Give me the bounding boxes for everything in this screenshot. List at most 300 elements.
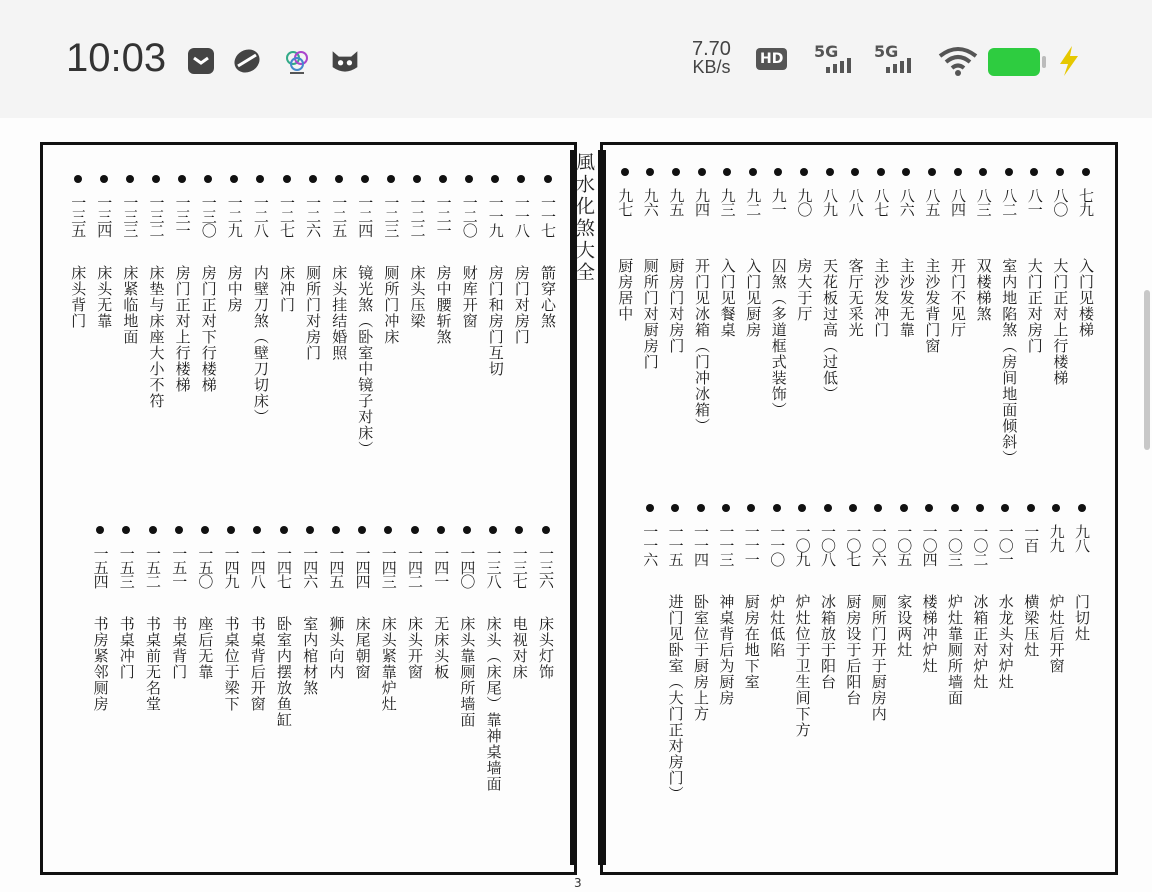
- entry-number: 九〇: [795, 188, 814, 216]
- entry-title: 书桌背后开窗: [248, 616, 267, 712]
- bullet-dot-icon: [900, 504, 908, 512]
- entry-title: 开门不见厅: [949, 258, 967, 338]
- entry-number: 一〇四: [920, 524, 939, 566]
- entry-number: 一五三: [117, 546, 136, 588]
- entry-title: 床头背门: [69, 265, 88, 329]
- toc-entry: [432, 526, 449, 680]
- toc-entry: [719, 168, 736, 338]
- entry-title: 楼梯冲炉灶: [920, 594, 939, 674]
- toc-entry: [971, 504, 988, 690]
- entry-number: 一三一: [173, 195, 192, 237]
- bullet-dot-icon: [515, 526, 523, 534]
- toc-entry: [95, 175, 112, 329]
- entry-title: 炉灶后开窗: [1047, 594, 1066, 674]
- toc-entry: [1073, 504, 1090, 642]
- entry-title: 大门正对房门: [1025, 258, 1044, 354]
- entry-title: 厨房居中: [616, 258, 635, 322]
- bullet-dot-icon: [100, 175, 108, 183]
- entry-title: 房中腰斩煞: [434, 265, 453, 345]
- entry-title: 床头（床尾）靠神桌墙面: [484, 616, 503, 792]
- entry-title: 主沙发背门窗: [923, 258, 942, 354]
- entry-number: 八五: [923, 188, 942, 216]
- toc-entry: [200, 175, 217, 393]
- wifi-icon: [938, 46, 978, 78]
- toc-entry: [949, 168, 966, 338]
- entry-title: 书房紧邻厕房: [91, 616, 110, 712]
- entry-title: 厨房在地下室: [742, 594, 761, 690]
- entry-number: 九二: [744, 188, 763, 216]
- bullet-dot-icon: [1030, 168, 1038, 176]
- entry-title: 大门正对上行楼梯: [1051, 258, 1070, 386]
- toc-entry: [435, 175, 452, 345]
- entry-title: 横梁压灶: [1022, 594, 1041, 658]
- battery-cap: [1042, 56, 1046, 68]
- entry-title: 客厅无采光: [846, 258, 865, 338]
- spine-rule-right: [598, 150, 606, 865]
- toc-entry: [537, 526, 554, 680]
- toc-entry: [997, 504, 1014, 690]
- bullet-dot-icon: [413, 175, 421, 183]
- bullet-dot-icon: [722, 504, 730, 512]
- entry-title: 入门见餐桌: [718, 258, 737, 338]
- entry-number: 一四二: [406, 546, 424, 588]
- bullet-dot-icon: [544, 175, 552, 183]
- bullet-dot-icon: [954, 168, 962, 176]
- toc-entry: [768, 504, 785, 658]
- toc-entry: [946, 504, 963, 706]
- entry-number: 一一五: [666, 524, 685, 566]
- toc-entry: [770, 168, 787, 418]
- bullet-dot-icon: [201, 526, 209, 534]
- entry-title: 床紧临地面: [121, 265, 140, 345]
- entry-title: 房门正对下行楼梯: [199, 265, 218, 393]
- bullet-dot-icon: [178, 175, 186, 183]
- entry-title: 入门见楼梯: [1077, 258, 1095, 338]
- entry-number: 一〇五: [895, 524, 914, 566]
- entry-number: 一〇七: [844, 524, 863, 566]
- entry-number: 八三: [974, 188, 993, 216]
- bullet-dot-icon: [152, 175, 160, 183]
- bullet-dot-icon: [621, 168, 629, 176]
- entry-number: 一一〇: [768, 524, 787, 566]
- entry-title: 床冲门: [278, 265, 296, 313]
- entry-title: 卧室内摆放鱼缸: [275, 616, 293, 728]
- entry-title: 双楼梯煞: [974, 258, 993, 322]
- toc-entry: [327, 526, 344, 680]
- entry-number: 一〇六: [869, 524, 888, 566]
- toc-entry: [170, 526, 187, 680]
- toc-entry: [895, 504, 912, 658]
- toc-entry: [354, 526, 371, 680]
- bullet-dot-icon: [824, 504, 832, 512]
- bullet-dot-icon: [1001, 504, 1009, 512]
- toc-entry: [196, 526, 213, 680]
- bullet-dot-icon: [672, 168, 680, 176]
- toc-entry: [821, 168, 838, 402]
- entry-title: 室内地陷煞（房间地面倾斜）: [1000, 258, 1019, 466]
- bullet-dot-icon: [227, 526, 235, 534]
- bullet-dot-icon: [747, 504, 755, 512]
- entry-number: 一三三: [121, 195, 140, 237]
- entry-title: 床头紧靠炉灶: [379, 616, 398, 712]
- bullet-dot-icon: [437, 526, 445, 534]
- bullet-dot-icon: [646, 168, 654, 176]
- bullet-dot-icon: [976, 504, 984, 512]
- toc-entry: [642, 168, 659, 370]
- entry-number: 八九: [821, 188, 839, 216]
- toc-entry: [409, 175, 426, 329]
- cat-icon: [330, 46, 360, 76]
- entry-number: 一二七: [278, 195, 296, 237]
- entry-number: 一五〇: [196, 546, 215, 588]
- toc-entry: [118, 526, 135, 680]
- entry-title: 厨房设于后阳台: [844, 594, 863, 706]
- bullet-dot-icon: [1056, 168, 1064, 176]
- entry-title: 电视对床: [510, 616, 529, 680]
- entry-title: 卧室位于厨房上方: [692, 594, 710, 722]
- bullet-dot-icon: [749, 168, 757, 176]
- entry-number: 一三七: [510, 546, 529, 588]
- entry-title: 水龙头对炉灶: [996, 594, 1015, 690]
- bullet-dot-icon: [800, 168, 808, 176]
- bullet-dot-icon: [280, 526, 288, 534]
- entry-number: 八二: [1000, 188, 1019, 216]
- entry-title: 床头开窗: [406, 616, 424, 680]
- hd-badge: HD: [756, 48, 787, 70]
- entry-number: 九六: [641, 188, 660, 216]
- clock: 10:03: [66, 36, 167, 80]
- bullet-dot-icon: [902, 168, 910, 176]
- entry-number: 一二三: [382, 195, 401, 237]
- entry-number: 一一七: [539, 195, 557, 237]
- entry-number: 七九: [1077, 188, 1095, 216]
- toc-entry: [301, 526, 318, 696]
- entry-title: 囚煞（多道框式装饰）: [769, 258, 788, 418]
- entry-title: 进门见卧室（大门正对房门）: [666, 594, 685, 802]
- entry-number: 九九: [1047, 524, 1066, 552]
- entry-number: 一一一: [742, 524, 761, 566]
- entry-number: 一三六: [537, 546, 555, 588]
- toc-entry: [1026, 168, 1043, 354]
- entry-number: 一五二: [144, 546, 162, 588]
- toc-entry: [692, 504, 709, 722]
- bullet-dot-icon: [851, 168, 859, 176]
- entry-title: 房门正对上行楼梯: [173, 265, 192, 393]
- cloud-icon: [282, 46, 312, 76]
- entry-number: 一二八: [251, 195, 270, 237]
- entry-number: 九三: [718, 188, 737, 216]
- entry-title: 无床头板: [432, 616, 451, 680]
- entry-number: 一四〇: [458, 546, 477, 588]
- entry-number: 一二一: [434, 195, 453, 237]
- entry-number: 一三二: [147, 195, 166, 237]
- toc-entry: [1077, 168, 1094, 338]
- toc-entry: [1022, 504, 1039, 658]
- bullet-dot-icon: [489, 526, 497, 534]
- toc-entry: [898, 168, 915, 338]
- entry-number: 一一六: [641, 524, 660, 566]
- toc-entry: [1051, 168, 1068, 386]
- toc-entry: [693, 168, 710, 434]
- entry-number: 一〇三: [946, 524, 964, 566]
- entry-number: 一三〇: [199, 195, 218, 237]
- network-speed: [692, 40, 731, 76]
- entry-number: 一四六: [301, 546, 320, 588]
- toc-entry: [278, 175, 295, 313]
- entry-title: 神桌背后为厨房: [717, 594, 736, 706]
- message-icon: [186, 46, 216, 76]
- entry-number: 八一: [1025, 188, 1044, 216]
- toc-entry: [485, 526, 502, 792]
- entry-number: 一二五: [330, 195, 349, 237]
- entry-number: 一二六: [304, 195, 323, 237]
- bullet-dot-icon: [384, 526, 392, 534]
- toc-entry: [304, 175, 321, 361]
- signal-bars-icon: [826, 58, 851, 73]
- entry-title: 厕所门冲床: [382, 265, 401, 345]
- entry-number: 一三四: [95, 195, 114, 237]
- entry-number: 一一三: [717, 524, 736, 566]
- sim2-label: 5G: [874, 42, 899, 61]
- entry-number: 一三八: [484, 546, 503, 588]
- bullet-dot-icon: [204, 175, 212, 183]
- toc-entry: [872, 168, 889, 338]
- entry-number: 一二九: [225, 195, 244, 237]
- toc-entry: [382, 175, 399, 345]
- bullet-dot-icon: [256, 175, 264, 183]
- bullet-dot-icon: [798, 504, 806, 512]
- bullet-dot-icon: [849, 504, 857, 512]
- entry-number: 一〇九: [793, 524, 812, 566]
- bullet-dot-icon: [96, 526, 104, 534]
- bullet-dot-icon: [1005, 168, 1013, 176]
- entry-number: 一二四: [356, 195, 375, 237]
- entry-title: 室内棺材煞: [301, 616, 320, 696]
- bullet-dot-icon: [491, 175, 499, 183]
- entry-number: 八〇: [1051, 188, 1070, 216]
- bullet-dot-icon: [925, 504, 933, 512]
- entry-number: 一四一: [432, 546, 451, 588]
- entry-title: 炉灶低陷: [768, 594, 787, 658]
- app-icon: [232, 46, 262, 76]
- bullet-dot-icon: [1082, 168, 1090, 176]
- toc-entry: [539, 175, 556, 329]
- entry-title: 主沙发冲门: [872, 258, 891, 338]
- toc-entry: [794, 504, 811, 738]
- bullet-dot-icon: [283, 175, 291, 183]
- spine-title: 風水化煞大全: [573, 152, 595, 284]
- entry-number: 一百: [1022, 524, 1041, 552]
- scrollbar-thumb[interactable]: [1144, 290, 1150, 450]
- toc-entry: [461, 175, 478, 329]
- bullet-dot-icon: [411, 526, 419, 534]
- toc-entry: [847, 168, 864, 338]
- entry-title: 房中房: [225, 265, 244, 313]
- bullet-dot-icon: [122, 526, 130, 534]
- bullet-dot-icon: [517, 175, 525, 183]
- toc-entry: [511, 526, 528, 680]
- entry-number: 一五四: [91, 546, 110, 588]
- bullet-dot-icon: [928, 168, 936, 176]
- charging-bolt-icon: [1054, 44, 1084, 78]
- entry-number: 九一: [769, 188, 788, 216]
- toc-entry: [667, 504, 684, 802]
- entry-title: 书桌前无名堂: [144, 616, 162, 712]
- entry-number: 九四: [693, 188, 711, 216]
- bullet-dot-icon: [951, 504, 959, 512]
- toc-entry: [92, 526, 109, 712]
- toc-entry: [223, 526, 240, 712]
- status-bar: [0, 0, 1152, 118]
- bullet-dot-icon: [149, 526, 157, 534]
- toc-entry: [275, 526, 292, 728]
- entry-number: 一二二: [408, 195, 427, 237]
- entry-number: 八六: [897, 188, 916, 216]
- bullet-dot-icon: [697, 504, 705, 512]
- entry-number: 一四四: [353, 546, 372, 588]
- bullet-dot-icon: [358, 526, 366, 534]
- toc-entry: [406, 526, 423, 680]
- toc-entry: [174, 175, 191, 393]
- bullet-dot-icon: [361, 175, 369, 183]
- page-number: 3: [574, 876, 582, 890]
- toc-entry: [616, 168, 633, 322]
- entry-title: 房门对房门: [512, 265, 531, 345]
- bullet-dot-icon: [465, 175, 473, 183]
- toc-entry: [795, 168, 812, 322]
- entry-title: 狮头向内: [327, 616, 346, 680]
- entry-title: 入门见厨房: [744, 258, 763, 338]
- toc-entry: [330, 175, 347, 361]
- entry-title: 座后无靠: [196, 616, 215, 680]
- entry-title: 房大于厅: [795, 258, 814, 322]
- bullet-dot-icon: [387, 175, 395, 183]
- toc-entry: [744, 168, 761, 338]
- toc-entry: [226, 175, 243, 313]
- entry-title: 床尾朝窗: [353, 616, 372, 680]
- entry-number: 一四五: [327, 546, 346, 588]
- entry-number: 一五一: [170, 546, 189, 588]
- entry-number: 一一四: [692, 524, 710, 566]
- entry-title: 开门见冰箱（门冲冰箱）: [693, 258, 711, 434]
- entry-title: 厕所门对厨房门: [641, 258, 660, 370]
- bullet-dot-icon: [463, 526, 471, 534]
- bullet-dot-icon: [1052, 504, 1060, 512]
- entry-number: 一〇二: [971, 524, 990, 566]
- bullet-dot-icon: [175, 526, 183, 534]
- bullet-dot-icon: [874, 504, 882, 512]
- entry-number: 一四九: [222, 546, 241, 588]
- entry-title: 书桌背门: [170, 616, 189, 680]
- entry-title: 书桌位于梁下: [222, 616, 241, 712]
- bullet-dot-icon: [1027, 504, 1035, 512]
- bullet-dot-icon: [773, 504, 781, 512]
- entry-title: 冰箱放于阳台: [819, 594, 837, 690]
- entry-number: 九八: [1073, 524, 1091, 552]
- entry-title: 床垫与床座大小不符: [147, 265, 166, 409]
- entry-title: 厨房门对房门: [667, 258, 686, 354]
- toc-entry: [743, 504, 760, 690]
- bullet-dot-icon: [698, 168, 706, 176]
- bullet-dot-icon: [542, 526, 550, 534]
- bullet-dot-icon: [646, 504, 654, 512]
- entry-title: 主沙发无靠: [897, 258, 916, 338]
- entry-number: 一四三: [379, 546, 398, 588]
- entry-number: 一一九: [486, 195, 505, 237]
- toc-entry: [819, 504, 836, 690]
- entry-title: 天花板过高（过低）: [821, 258, 839, 402]
- toc-entry: [121, 175, 138, 345]
- toc-entry: [69, 175, 86, 329]
- bullet-dot-icon: [335, 175, 343, 183]
- entry-title: 书桌冲门: [117, 616, 136, 680]
- entry-title: 床头无靠: [95, 265, 114, 329]
- entry-number: 一三五: [69, 195, 88, 237]
- entry-title: 镜光煞（卧室中镜子对床）: [356, 265, 375, 457]
- toc-entry: [252, 175, 269, 425]
- entry-number: 一一八: [512, 195, 531, 237]
- entry-number: 八七: [872, 188, 891, 216]
- toc-entry: [641, 504, 658, 594]
- toc-entry: [870, 504, 887, 722]
- entry-title: 冰箱正对炉灶: [971, 594, 990, 690]
- toc-entry: [921, 504, 938, 674]
- battery-icon: [988, 48, 1040, 76]
- entry-title: 箭穿心煞: [539, 265, 557, 329]
- bullet-dot-icon: [74, 175, 82, 183]
- entry-title: 房门和房门互切: [486, 265, 505, 377]
- net-speed-unit: KB/s: [692, 57, 731, 77]
- bullet-dot-icon: [826, 168, 834, 176]
- entry-title: 床头灯饰: [537, 616, 555, 680]
- entry-title: 财库开窗: [460, 265, 479, 329]
- toc-entry: [923, 168, 940, 354]
- entry-title: 床头压梁: [408, 265, 427, 329]
- entry-title: 床头靠厕所墙面: [458, 616, 477, 728]
- toc-entry: [1048, 504, 1065, 674]
- toc-entry: [148, 175, 165, 409]
- entry-number: 一〇一: [996, 524, 1015, 566]
- bullet-dot-icon: [1078, 504, 1086, 512]
- bullet-dot-icon: [309, 175, 317, 183]
- toc-entry: [667, 168, 684, 354]
- toc-entry: [249, 526, 266, 712]
- entry-title: 炉灶位于卫生间下方: [793, 594, 812, 738]
- signal-bars-icon: [886, 58, 911, 73]
- bullet-dot-icon: [230, 175, 238, 183]
- bullet-dot-icon: [723, 168, 731, 176]
- toc-entry: [380, 526, 397, 712]
- bullet-dot-icon: [671, 504, 679, 512]
- entry-title: 内壁刀煞（壁刀切床）: [251, 265, 270, 425]
- toc-entry: [975, 168, 992, 322]
- entry-title: 床头挂结婚照: [330, 265, 349, 361]
- entry-title: 家设两灶: [895, 594, 914, 658]
- bullet-dot-icon: [253, 526, 261, 534]
- entry-title: 炉灶靠厕所墙面: [946, 594, 964, 706]
- entry-title: 门切灶: [1073, 594, 1091, 642]
- bullet-dot-icon: [979, 168, 987, 176]
- toc-entry: [487, 175, 504, 377]
- bullet-dot-icon: [306, 526, 314, 534]
- toc-entry: [458, 526, 475, 728]
- entry-number: 八四: [949, 188, 967, 216]
- bullet-dot-icon: [126, 175, 134, 183]
- toc-entry: [1000, 168, 1017, 466]
- sim1-label: 5G: [814, 42, 839, 61]
- toc-entry: [717, 504, 734, 706]
- entry-number: 九五: [667, 188, 686, 216]
